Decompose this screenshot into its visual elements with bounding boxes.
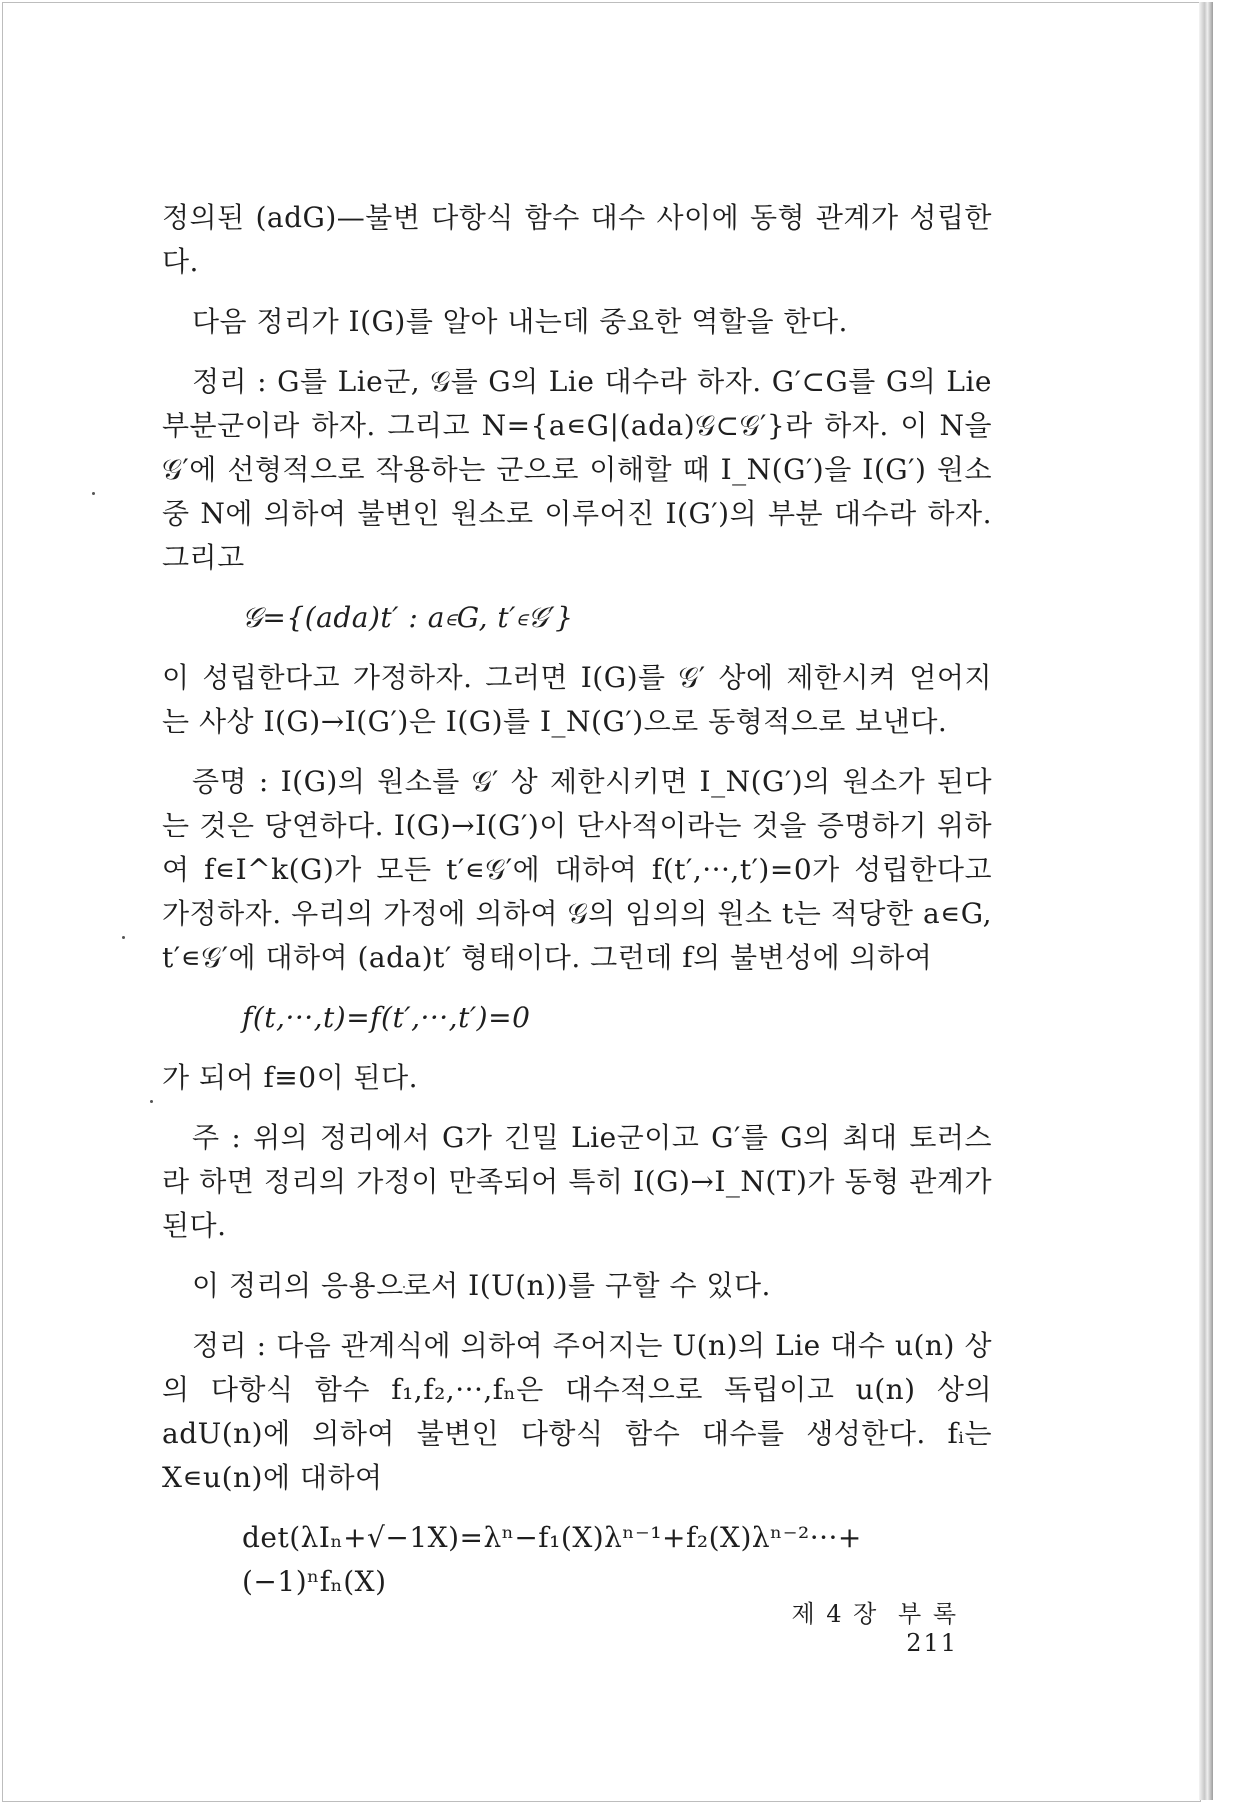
paragraph-4: 가 되어 f≡0이 된다. bbox=[162, 1061, 419, 1094]
paragraph-3: 이 성립한다고 가정하자. 그러면 I(G)를 𝒢′ 상에 제한시켜 얻어지는 사상 I(G)→I(G′)은 I(G)를 I_N(G′)으로 동형적으로 보낸다. bbox=[162, 661, 992, 738]
equation-2: f(t,···,t)=f(t′,···,t′)=0 bbox=[242, 1001, 531, 1034]
equation-1: 𝒢={(ada)t′ : a∊G, t′∊𝒢′} bbox=[242, 601, 574, 634]
paragraph-5: 이 정리의 응용으로서 I(U(n))를 구할 수 있다. bbox=[192, 1269, 771, 1302]
page-body bbox=[162, 196, 992, 1620]
note: 주 : 위의 정리에서 G가 긴밀 Lie군이고 G′를 G의 최대 토러스라 하면 정리의 가정이 만족되어 특히 I(G)→I_N(T)가 동형 관계가 된다. bbox=[162, 1121, 992, 1242]
page-footer bbox=[748, 1594, 958, 1657]
footer-section: 부 록 bbox=[898, 1600, 958, 1628]
proof: 증명 : I(G)의 원소를 𝒢′ 상 제한시키면 I_N(G′)의 원소가 된다는 것은 당연하다. I(G)→I(G′)이 단사적이라는 것을 증명하기 위하여 f∊I^k(G)가 모든 t′∊𝒢′에 대하여 f(t′,···,t′)=0가 성립한다고 가정하자. 우리의 가정에 의하여 𝒢의 임의의 원소 t는 적당한 a∊G, t′∊𝒢′에 대하여 (ada)t′ 형태이다. 그런데 f의 불변성에 의하여 bbox=[162, 765, 992, 974]
paragraph-1: 정의된 (adG)—불변 다항식 함수 대수 사이에 동형 관계가 성립한다. bbox=[162, 201, 992, 278]
dust-speck bbox=[122, 936, 125, 939]
theorem-1: 정리 : G를 Lie군, 𝒢를 G의 Lie 대수라 하자. G′⊂G를 G의 Lie 부분군이라 하자. 그리고 N={a∊G|(ada)𝒢⊂𝒢′}라 하자. 이 N을 𝒢′에 선형적으로 작용하는 군으로 이해할 때 I_N(G′)을 I(G′) 원소중 N에 의하여 불변인 원소로 이루어진 I(G′)의 부분 대수라 하자. 그리고 bbox=[162, 365, 992, 574]
page-number: 211 bbox=[906, 1629, 958, 1657]
theorem-2: 정리 : 다음 관계식에 의하여 주어지는 U(n)의 Lie 대수 u(n) 상의 다항식 함수 f₁,f₂,···,fₙ은 대수적으로 독립이고 u(n) 상의 adU(n)에 의하여 불변인 다항식 함수 대수를 생성한다. fᵢ는 X∊u(n)에 대하여 bbox=[162, 1329, 992, 1494]
page-edge-shadow bbox=[1199, 2, 1213, 1800]
dust-speck bbox=[150, 1100, 153, 1103]
footer-chapter: 제 4 장 bbox=[791, 1600, 879, 1628]
equation-3: det(λIₙ+√−1X)=λⁿ−f₁(X)λⁿ⁻¹+f₂(X)λⁿ⁻²···+(−1)ⁿfₙ(X) bbox=[242, 1521, 862, 1598]
paragraph-2: 다음 정리가 I(G)를 알아 내는데 중요한 역할을 한다. bbox=[192, 305, 848, 338]
dust-speck bbox=[92, 492, 95, 495]
